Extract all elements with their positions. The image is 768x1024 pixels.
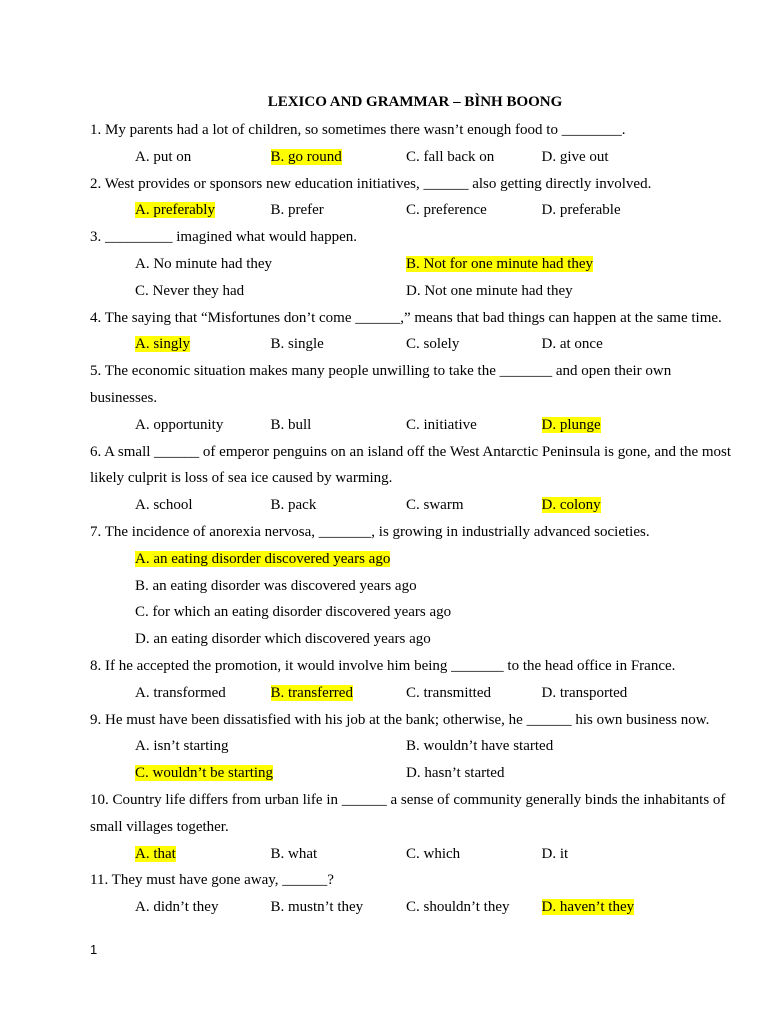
option-text: D. give out [541,148,609,165]
option-row [90,841,738,868]
option [271,841,407,868]
question-list [90,117,738,921]
option [542,144,678,171]
option [406,894,542,921]
option-text: C. which [406,845,461,862]
question-stem: 8. If he accepted the promotion, it would involve him being _______ to the head office in France. [90,657,676,674]
option [542,492,678,519]
option-text: C. shouldn’t they [406,899,510,916]
option-text: A. No minute had they [135,255,273,272]
option [135,144,271,171]
correct-option-highlight: B. Not for one minute had they [406,255,594,272]
correct-option-highlight: D. haven’t they [541,899,635,916]
option-text: A. transformed [135,684,226,701]
option-text: B. prefer [270,202,324,219]
option-row [90,573,738,600]
option-text: B. single [270,336,324,353]
option-text: C. for which an eating disorder discovered years ago [135,604,452,621]
option-text: D. preferable [541,202,621,219]
option [135,680,271,707]
option-text: C. swarm [406,497,464,514]
option [542,331,678,358]
option [135,197,271,224]
option [406,251,677,278]
option-row [90,492,738,519]
option-text: A. put on [135,148,192,165]
option-text: C. Never they had [135,282,245,299]
option [271,680,407,707]
option [135,573,417,600]
option [542,841,678,868]
option [135,546,390,573]
option-text: C. preference [406,202,487,219]
option [542,894,678,921]
option [406,492,542,519]
option-row [90,278,738,305]
question-stem: 4. The saying that “Misfortunes don’t come ______,” means that bad things can happen at the same time. [90,309,722,326]
correct-option-highlight: B. transferred [270,684,353,701]
correct-option-highlight: A. an eating disorder discovered years ago [135,550,391,567]
question-stem: 10. Country life differs from urban life in ______ a sense of community generally binds the inhabitants of small villages together. [90,791,726,835]
option-text: C. solely [406,336,460,353]
option-text: D. hasn’t started [406,765,505,782]
option-row [90,251,738,278]
question-stem: 5. The economic situation makes many people unwilling to take the _______ and open their own businesses. [90,363,672,406]
option [135,492,271,519]
correct-option-highlight: B. go round [270,148,342,165]
option [406,278,677,305]
option [135,331,271,358]
question-stem: 3. _________ imagined what would happen. [90,229,358,246]
question-stem: 7. The incidence of anorexia nervosa, _______, is growing in industrially advanced societies. [90,523,650,540]
option-row [90,331,738,358]
page-title: LEXICO AND GRAMMAR – BÌNH BOONG [267,94,563,110]
option-text: D. transported [541,684,628,701]
option-text: D. it [541,845,569,862]
option-row [90,626,738,653]
option-text: C. transmitted [406,684,491,701]
option-row [90,680,738,707]
page-number: 1 [90,942,98,957]
option-text: C. fall back on [406,148,495,165]
correct-option-highlight: D. plunge [541,416,601,433]
question-stem: 6. A small ______ of emperor penguins on an island off the West Antarctic Peninsula is gone, and the most likely culprit is loss of sea ice caused by warming. [90,443,732,487]
option-row [90,599,738,626]
option-text: B. pack [270,497,317,514]
option [406,331,542,358]
option [271,331,407,358]
option-text: B. what [270,845,318,862]
option [271,412,407,439]
correct-option-highlight: D. colony [541,497,601,514]
option [542,680,678,707]
option [406,197,542,224]
option-row [90,894,738,921]
question-stem: 11. They must have gone away, ______? [90,872,334,889]
option [542,197,678,224]
question-stem: 1. My parents had a lot of children, so sometimes there wasn’t enough food to ________. [90,122,626,138]
option [135,733,406,760]
option-text: C. initiative [406,416,477,433]
correct-option-highlight: A. preferably [135,202,215,219]
correct-option-highlight: A. that [135,845,176,862]
option [135,841,271,868]
option-text: B. an eating disorder was discovered years ago [135,577,417,594]
option-text: B. mustn’t they [270,899,364,916]
option [271,144,407,171]
option [406,412,542,439]
option [542,412,678,439]
option [135,412,271,439]
option [271,492,407,519]
option-row [90,412,738,439]
option [135,599,451,626]
option [406,680,542,707]
option [135,626,431,653]
option [406,760,677,787]
option [271,894,407,921]
option [135,894,271,921]
option-text: D. at once [541,336,603,353]
option [406,733,677,760]
option [406,841,542,868]
option [135,251,406,278]
option-row [90,197,738,224]
option [135,760,406,787]
option-row [90,144,738,171]
option-text: B. wouldn’t have started [406,738,554,755]
option-row [90,546,738,573]
option [271,197,407,224]
question-stem: 9. He must have been dissatisfied with his job at the bank; otherwise, he ______ his own business now. [90,711,710,728]
option [135,278,406,305]
correct-option-highlight: C. wouldn’t be starting [135,765,274,782]
option-text: A. isn’t starting [135,738,229,755]
option-text: A. school [135,497,193,514]
option-text: D. Not one minute had they [406,282,573,299]
option-text: B. bull [270,416,312,433]
correct-option-highlight: A. singly [135,336,191,353]
question-stem: 2. West provides or sponsors new education initiatives, ______ also getting directly involved. [90,175,652,192]
option-text: A. didn’t they [135,899,219,916]
option-row [90,760,738,787]
option-text: A. opportunity [135,416,224,433]
option-row [90,733,738,760]
option [406,144,542,171]
option-text: D. an eating disorder which discovered years ago [135,631,431,648]
